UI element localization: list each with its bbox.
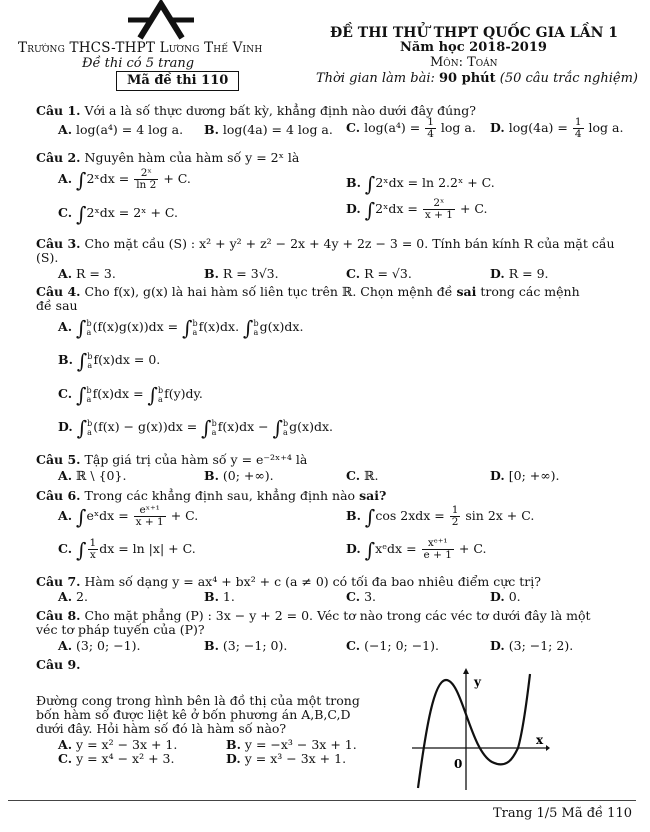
q2-option-a: A. ∫2ˣdx = $\frac{\text{2ˣ}}{\ln 2}$ + C. (58, 167, 191, 192)
school-logo (120, 0, 202, 40)
question-3: Câu 3. Cho mặt cầu (S) : x² + y² + z² − 2x + 4y + 2z − 3 = 0. Tính bán kính R của mặt cầu (36, 236, 615, 251)
q5-option-c: C. ℝ. (346, 468, 379, 483)
q1-option-b: B. log(4a) = 4 log a. (204, 122, 333, 137)
q7-option-a: A. 2. (58, 589, 88, 604)
q4-option-a: A. ∫ b a (f(x)g(x))dx = ∫ b a f(x)dx. ∫ b a g(x)dx. (58, 316, 304, 340)
question-2: Câu 2. Nguyên hàm của hàm số y = 2ˣ là (36, 150, 300, 165)
question-7: Câu 7. Hàm số dạng y = ax⁴ + bx² + c (a ≠ 0) có tối đa bao nhiêu điểm cực trị? (36, 574, 541, 589)
q9-option-b: B. y = −x³ − 3x + 1. (226, 737, 357, 752)
question-4: Câu 4. Cho f(x), g(x) là hai hàm số liên tục trên ℝ. Chọn mệnh đề sai trong các mệnh (36, 284, 580, 299)
school-name: Trường THCS-THPT Lương Thế Vinh (18, 40, 263, 56)
question-3-cont: (S). (36, 250, 59, 265)
question-9-line1: Đường cong trong hình bên là đồ thị của một trong (36, 693, 360, 708)
exam-title: ĐỀ THI THỬ THPT QUỐC GIA LẦN 1 (330, 25, 619, 41)
q1-option-d: D. log(4a) = $\frac{1}{4}$ log a. (490, 116, 624, 140)
function-graph (412, 668, 550, 790)
q9-option-a: A. y = x² − 3x + 1. (58, 737, 178, 752)
curve (418, 674, 530, 788)
q5-option-a: A. ℝ \ {0}. (58, 468, 127, 483)
q9-option-c: C. y = x⁴ − x² + 3. (58, 751, 175, 766)
origin-label: 0 (454, 757, 463, 771)
subject: Môn: Toán (430, 55, 498, 70)
question-9-line3: dưới đây. Hỏi hàm số đó là hàm số nào? (36, 721, 287, 736)
question-4-cont: đề sau (36, 298, 78, 313)
q3-option-b: B. R = 3√3. (204, 266, 279, 281)
footer-divider (8, 800, 636, 801)
q3-option-d: D. R = 9. (490, 266, 549, 281)
school-year: Năm học 2018-2019 (400, 40, 547, 55)
q8-option-c: C. (−1; 0; −1). (346, 638, 439, 653)
exam-code-box: Mã đề thi 110 (116, 71, 239, 91)
question-5: Câu 5. Tập giá trị của hàm số y = e⁻²ˣ⁺⁴ là (36, 452, 308, 467)
q2-option-d: D. ∫2ˣdx = $\frac{\text{2ˣ}}{x + 1}$ + C. (346, 197, 488, 222)
q5-option-d: D. [0; +∞). (490, 468, 560, 483)
q3-option-c: C. R = √3. (346, 266, 412, 281)
question-8: Câu 8. Cho mặt phẳng (P) : 3x − y + 2 = 0. Véc tơ nào trong các véc tơ dưới đây là một (36, 608, 591, 623)
question-9-line2: bốn hàm số được liệt kê ở bốn phương án A,B,C,D (36, 707, 351, 722)
q7-option-b: B. 1. (204, 589, 235, 604)
question-9-label: Câu 9. (36, 657, 81, 672)
q1-option-a: A. log(a⁴) = 4 log a. (58, 122, 184, 137)
q8-option-d: D. (3; −1; 2). (490, 638, 574, 653)
q4-option-c: C. ∫ b a f(x)dx = ∫ b a f(y)dy. (58, 383, 203, 407)
page-footer: Trang 1/5 Mã đề 110 (493, 806, 632, 821)
q4-option-b: B. ∫ b a f(x)dx = 0. (58, 349, 161, 373)
q7-option-d: D. 0. (490, 589, 521, 604)
q6-option-a: A. ∫eˣdx = $\frac{\text{eˣ⁺¹}}{x + 1}$ + C. (58, 504, 199, 529)
question-1: Câu 1. Với a là số thực dương bất kỳ, khẳng định nào dưới đây đúng? (36, 103, 476, 118)
y-label: y (474, 675, 481, 689)
q8-option-a: A. (3; 0; −1). (58, 638, 141, 653)
q8-option-b: B. (3; −1; 0). (204, 638, 288, 653)
page-count: Đề thi có 5 trang (82, 56, 195, 71)
time-info: Thời gian làm bài: 90 phút (50 câu trắc nghiệm) (316, 71, 638, 86)
q3-option-a: A. R = 3. (58, 266, 116, 281)
q2-option-c: C. ∫2ˣdx = 2ˣ + C. (58, 202, 178, 226)
q6-option-d: D. ∫xᵉdx = $\frac{\text{xᵉ⁺¹}}{e + 1}$ + C. (346, 537, 487, 562)
question-6: Câu 6. Trong các khẳng định sau, khẳng định nào sai? (36, 488, 387, 503)
q6-option-b: B. ∫cos 2xdx = $\frac{1}{2}$ sin 2x + C. (346, 504, 535, 529)
x-label: x (536, 733, 544, 747)
q5-option-b: B. (0; +∞). (204, 468, 274, 483)
q1-option-c: C. log(a⁴) = $\frac{1}{4}$ log a. (346, 116, 476, 140)
q4-option-d: D. ∫ b a (f(x) − g(x))dx = ∫ b a f(x)dx − ∫ b a g(x)dx. (58, 416, 334, 440)
q2-option-b: B. ∫2ˣdx = ln 2.2ˣ + C. (346, 172, 495, 196)
question-8-cont: véc tơ pháp tuyến của (P)? (36, 622, 205, 637)
q7-option-c: C. 3. (346, 589, 377, 604)
q6-option-c: C. ∫ $\frac{1}{x}$ dx = ln |x| + C. (58, 537, 196, 562)
q9-option-d: D. y = x³ − 3x + 1. (226, 751, 347, 766)
